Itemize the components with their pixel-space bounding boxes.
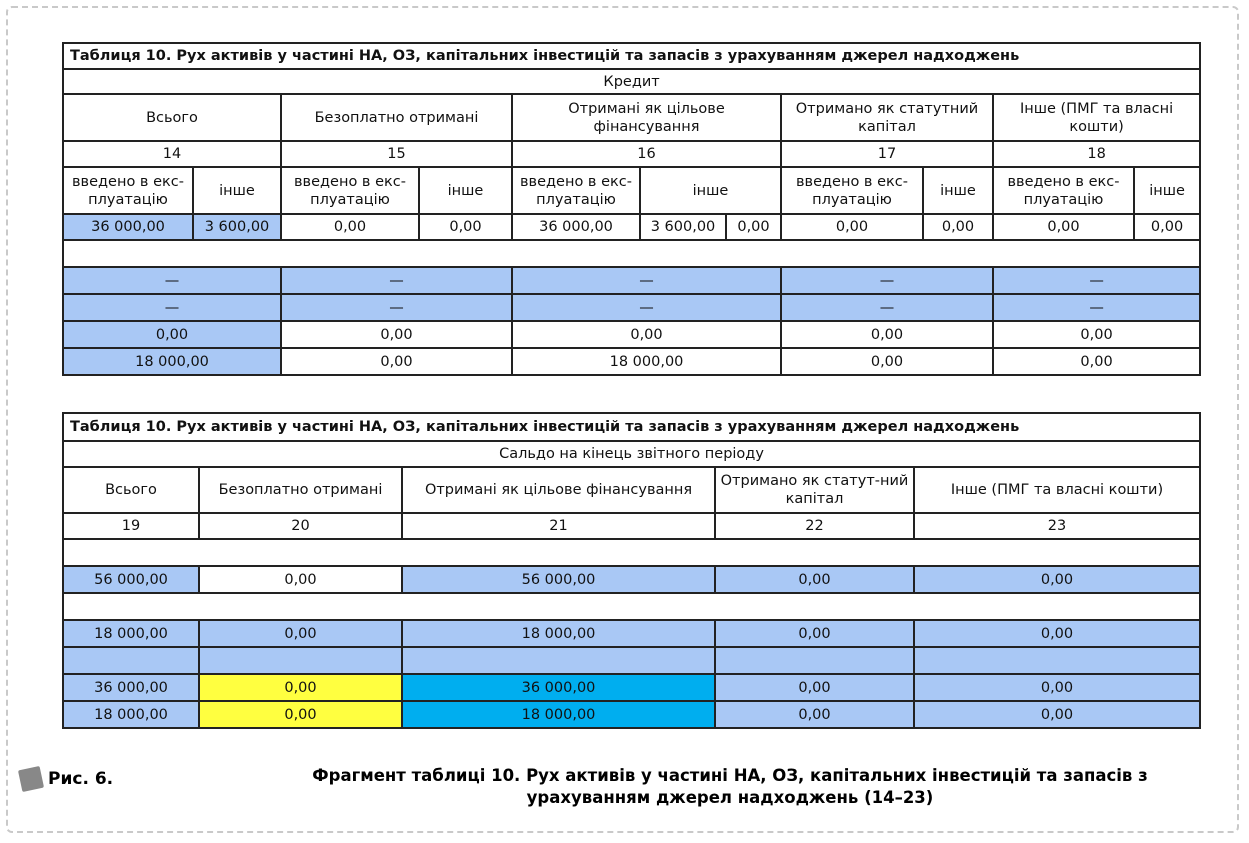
- col-number: 20: [199, 513, 402, 539]
- table-cell: —: [63, 267, 281, 294]
- table-row: [63, 620, 1200, 647]
- table-cell: 0,00: [914, 674, 1200, 701]
- col-header-charter-capital: Отримано як статут-ний капітал: [715, 467, 914, 513]
- sub-header-commissioned: введено в екс-плуатацію: [512, 167, 640, 214]
- table-cell: 0,00: [781, 321, 993, 348]
- table-cell: —: [993, 267, 1200, 294]
- sub-header-commissioned: введено в екс-плуатацію: [781, 167, 923, 214]
- table-cell: 0,00: [199, 620, 402, 647]
- table-row: [63, 267, 1200, 294]
- col-number: 22: [715, 513, 914, 539]
- figure-number: Рис. 6.: [48, 769, 114, 789]
- col-header-total: Всього: [63, 94, 281, 141]
- table-cell: 18 000,00: [63, 620, 199, 647]
- col-number: 17: [781, 141, 993, 167]
- col-header-target-financing: Отримані як цільове фінансування: [512, 94, 781, 141]
- col-header-free: Безоплатно отримані: [199, 467, 402, 513]
- table-cell: 0,00: [419, 214, 512, 240]
- col-number: 18: [993, 141, 1200, 167]
- table-cell: 18 000,00: [63, 701, 199, 728]
- table-cell: 18 000,00: [402, 701, 715, 728]
- group-header: Кредит: [63, 69, 1200, 94]
- sub-header-other: інше: [419, 167, 512, 214]
- col-header-charter-capital: Отримано як статутний капітал: [781, 94, 993, 141]
- table-cell: 36 000,00: [512, 214, 640, 240]
- table-cell: —: [281, 267, 512, 294]
- table-cell: 0,00: [281, 348, 512, 375]
- table-cell: 18 000,00: [63, 348, 281, 375]
- table-cell: [402, 647, 715, 674]
- table-cell: 18 000,00: [512, 348, 781, 375]
- col-number: 14: [63, 141, 281, 167]
- table-cell: 0,00: [199, 701, 402, 728]
- table-cell: 0,00: [199, 674, 402, 701]
- table-cell: 18 000,00: [402, 620, 715, 647]
- sub-header-commissioned: введено в екс-плуатацію: [993, 167, 1134, 214]
- table-cell: 0,00: [914, 620, 1200, 647]
- table-cell: 56 000,00: [63, 566, 199, 593]
- movement-table-credit: [62, 42, 1201, 376]
- table-cell: 0,00: [715, 701, 914, 728]
- empty-cell: [63, 539, 1200, 566]
- table-row: [63, 214, 1200, 240]
- table-cell: 0,00: [715, 674, 914, 701]
- table-cell: 56 000,00: [402, 566, 715, 593]
- col-number: 16: [512, 141, 781, 167]
- table-row-empty: [63, 240, 1200, 267]
- figure-caption: Фрагмент таблиці 10. Рух активів у частині НА, ОЗ, капітальних інвестицій та запасів з урахуванням джерел надходжень (14–23): [312, 766, 1148, 807]
- col-number: 21: [402, 513, 715, 539]
- table-cell: 0,00: [726, 214, 781, 240]
- table-cell: 0,00: [281, 214, 419, 240]
- sub-header-other: інше: [1134, 167, 1200, 214]
- table-cell: 0,00: [993, 214, 1134, 240]
- table-cell: 0,00: [1134, 214, 1200, 240]
- table-cell: 0,00: [781, 214, 923, 240]
- table-cell: 0,00: [781, 348, 993, 375]
- table-row-empty: [63, 539, 1200, 566]
- table-cell: 36 000,00: [63, 214, 193, 240]
- table-cell: —: [63, 294, 281, 321]
- sub-header-commissioned: введено в екс-плуатацію: [281, 167, 419, 214]
- table-row: [63, 674, 1200, 701]
- table-cell: 0,00: [993, 348, 1200, 375]
- table-cell: —: [512, 267, 781, 294]
- sub-header-other: інше: [923, 167, 993, 214]
- group-header: Сальдо на кінець звітного періоду: [63, 441, 1200, 467]
- table-cell: —: [512, 294, 781, 321]
- table-row: [63, 321, 1200, 348]
- table-cell: 0,00: [923, 214, 993, 240]
- col-header-target-financing: Отримані як цільове фінансування: [402, 467, 715, 513]
- empty-cell: [63, 593, 1200, 620]
- table-row: [63, 348, 1200, 375]
- table-cell: 0,00: [281, 321, 512, 348]
- table-row: [63, 566, 1200, 593]
- table-cell: —: [781, 267, 993, 294]
- col-number: 19: [63, 513, 199, 539]
- sub-header-other: інше: [193, 167, 281, 214]
- table-row: [63, 701, 1200, 728]
- empty-cell: [63, 240, 1200, 267]
- col-header-other: Інше (ПМГ та власні кошти): [914, 467, 1200, 513]
- table-cell: 0,00: [914, 566, 1200, 593]
- table-cell: 0,00: [914, 701, 1200, 728]
- sub-header-commissioned: введено в екс-плуатацію: [63, 167, 193, 214]
- table-cell: —: [993, 294, 1200, 321]
- table-cell: 0,00: [63, 321, 281, 348]
- col-header-free: Безоплатно отримані: [281, 94, 512, 141]
- table-cell: [63, 647, 199, 674]
- table-cell: —: [281, 294, 512, 321]
- col-number: 23: [914, 513, 1200, 539]
- table-cell: 36 000,00: [63, 674, 199, 701]
- table-cell: [914, 647, 1200, 674]
- col-header-other: Інше (ПМГ та власні кошти): [993, 94, 1200, 141]
- table-row-empty: [63, 593, 1200, 620]
- table-row: [63, 294, 1200, 321]
- sub-header-other: інше: [640, 167, 781, 214]
- table-cell: 3 600,00: [193, 214, 281, 240]
- table-cell: —: [781, 294, 993, 321]
- figure-icon: [18, 766, 44, 792]
- table-title: Таблиця 10. Рух активів у частині НА, ОЗ, капітальних інвестицій та запасів з урахуванням джерел надходжень: [63, 413, 1200, 441]
- col-header-total: Всього: [63, 467, 199, 513]
- table-cell: 0,00: [715, 620, 914, 647]
- table-cell: 3 600,00: [640, 214, 726, 240]
- table-cell: 0,00: [993, 321, 1200, 348]
- table-title: Таблиця 10. Рух активів у частині НА, ОЗ, капітальних інвестицій та запасів з урахуванням джерел надходжень: [63, 43, 1200, 69]
- table-row-blank: [63, 647, 1200, 674]
- table-cell: 0,00: [512, 321, 781, 348]
- col-number: 15: [281, 141, 512, 167]
- table-cell: [715, 647, 914, 674]
- table-cell: 36 000,00: [402, 674, 715, 701]
- movement-table-balance: [62, 412, 1201, 729]
- table-cell: [199, 647, 402, 674]
- figure-label: [20, 768, 113, 790]
- table-cell: 0,00: [199, 566, 402, 593]
- table-cell: 0,00: [715, 566, 914, 593]
